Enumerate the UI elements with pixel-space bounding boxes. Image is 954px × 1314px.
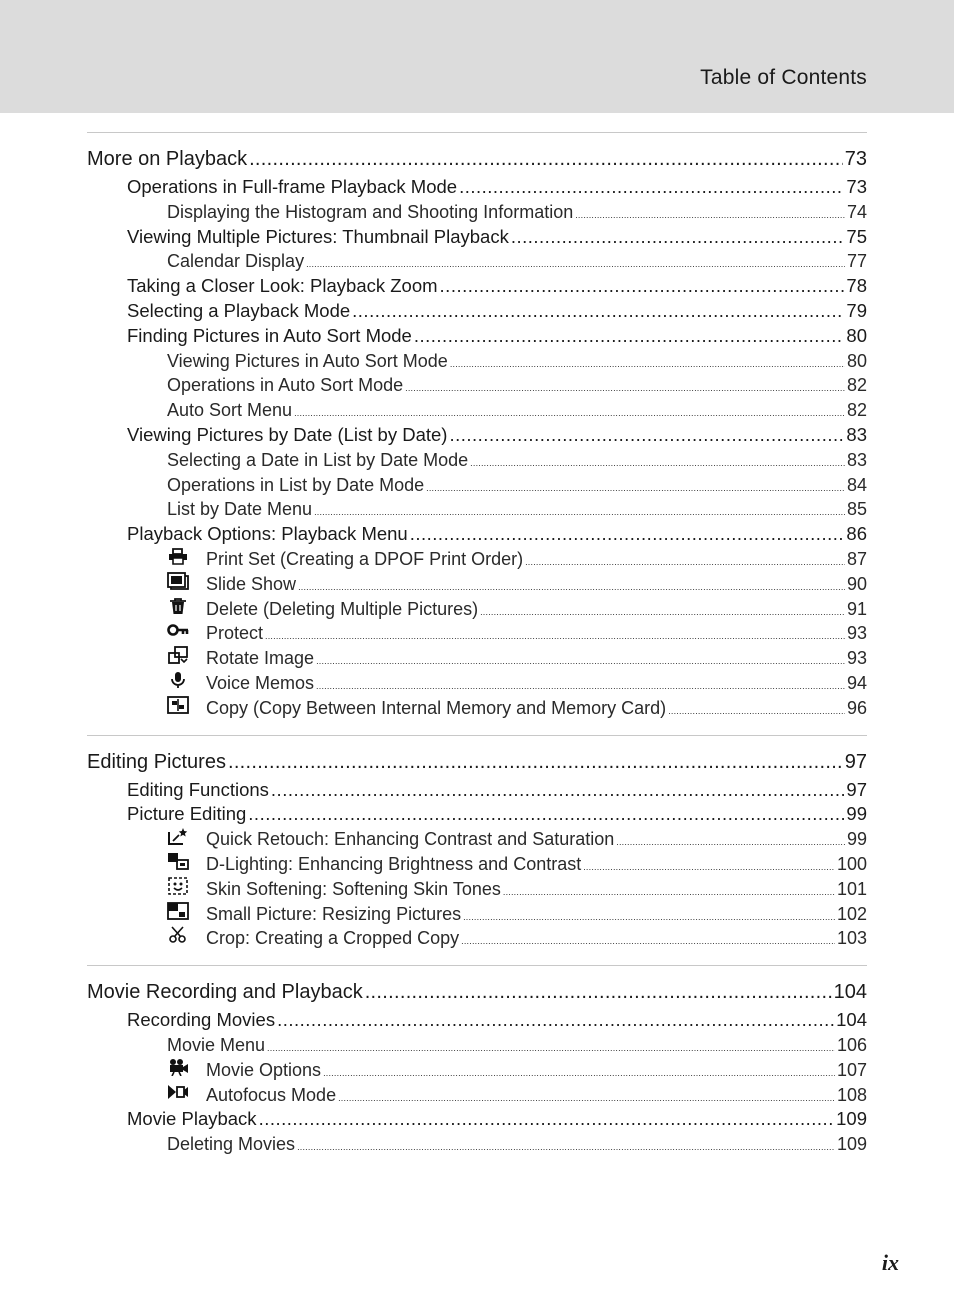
table-of-contents <box>87 132 867 1171</box>
toc-entry-page: 80 <box>846 324 867 346</box>
toc-chapter-entry[interactable] <box>87 976 867 1008</box>
toc-entry-page: 73 <box>844 148 867 170</box>
toc-entry-page: 96 <box>846 697 867 718</box>
toc-entry[interactable] <box>87 200 867 225</box>
slide-show-icon <box>167 572 189 590</box>
toc-entry-page: 84 <box>846 474 867 495</box>
small-picture-icon <box>167 902 189 920</box>
dot-leader <box>338 1083 835 1111</box>
dot-leader <box>249 143 843 175</box>
toc-entry[interactable] <box>87 1132 867 1157</box>
toc-entry[interactable] <box>87 572 867 597</box>
toc-entry-page: 75 <box>846 225 867 247</box>
dot-leader <box>323 1058 835 1086</box>
dot-leader <box>616 827 845 855</box>
toc-entry-page: 109 <box>836 1134 867 1155</box>
toc-entry-label: Viewing Pictures in Auto Sort Mode <box>167 350 448 371</box>
toc-entry-page: 106 <box>836 1034 867 1055</box>
toc-entry-page: 93 <box>846 648 867 669</box>
toc-entry-label: Selecting a Date in List by Date Mode <box>167 449 469 470</box>
toc-entry-label: Finding Pictures in Auto Sort Mode <box>127 324 412 346</box>
quick-retouch-icon <box>167 827 189 845</box>
dot-leader <box>265 621 845 649</box>
toc-entry-label: Taking a Closer Look: Playback Zoom <box>127 275 438 297</box>
toc-entry[interactable] <box>87 497 867 522</box>
toc-entry-label: List by Date Menu <box>167 499 313 520</box>
toc-entry-page: 80 <box>846 350 867 371</box>
dot-leader <box>248 802 844 827</box>
toc-entry[interactable] <box>87 926 867 951</box>
toc-entry-label: Operations in List by Date Mode <box>167 474 425 495</box>
toc-entry-label: Slide Show <box>206 573 297 594</box>
page-header-title: Table of Contents <box>700 66 867 89</box>
dot-leader <box>450 349 845 377</box>
toc-entry-page: 90 <box>846 573 867 594</box>
toc-entry-label: Deleting Movies <box>167 1134 296 1155</box>
header-band <box>0 0 954 113</box>
toc-entry[interactable] <box>87 877 867 902</box>
toc-entry[interactable] <box>87 448 867 473</box>
toc-entry-page: 99 <box>846 803 867 825</box>
dot-leader <box>277 1008 834 1033</box>
toc-entry-label: Viewing Multiple Pictures: Thumbnail Playback <box>127 225 509 247</box>
toc-entry[interactable] <box>87 299 867 324</box>
toc-entry-label: Recording Movies <box>127 1009 276 1031</box>
autofocus-mode-icon <box>167 1083 189 1101</box>
toc-entry-page: 82 <box>846 400 867 421</box>
toc-entry[interactable] <box>87 902 867 927</box>
toc-entry-label: Editing Pictures <box>87 750 226 773</box>
toc-entry-page: 99 <box>846 829 867 850</box>
toc-entry-label: Movie Options <box>206 1059 322 1080</box>
delete-icon <box>167 597 189 615</box>
toc-entry[interactable] <box>87 175 867 200</box>
toc-entry-label: Picture Editing <box>127 803 247 825</box>
toc-entry[interactable] <box>87 398 867 423</box>
toc-section <box>87 965 867 1171</box>
toc-entry-page: 97 <box>846 778 867 800</box>
toc-entry-label: Displaying the Histogram and Shooting Information <box>167 201 574 222</box>
print-set-icon <box>167 547 189 565</box>
dot-leader <box>316 671 845 699</box>
toc-entry-page: 83 <box>846 449 867 470</box>
dot-leader <box>228 746 843 778</box>
toc-entry[interactable] <box>87 827 867 852</box>
toc-entry-label: Playback Options: Playback Menu <box>127 523 408 545</box>
toc-chapter-entry[interactable] <box>87 746 867 778</box>
toc-entry[interactable] <box>87 522 867 547</box>
toc-entry[interactable] <box>87 1008 867 1033</box>
toc-entry-page: 78 <box>846 275 867 297</box>
toc-entry[interactable] <box>87 1107 867 1132</box>
toc-entry[interactable] <box>87 778 867 803</box>
dot-leader <box>470 448 845 476</box>
dot-leader <box>316 646 845 674</box>
toc-entry-label: Print Set (Creating a DPOF Print Order) <box>206 548 524 569</box>
toc-entry-page: 93 <box>846 623 867 644</box>
dot-leader <box>459 175 844 200</box>
toc-entry-page: 107 <box>836 1059 867 1080</box>
crop-scissors-icon <box>167 926 189 944</box>
dot-leader <box>449 423 844 448</box>
dot-leader <box>306 249 845 277</box>
toc-entry-page: 109 <box>836 1108 867 1130</box>
toc-entry-page: 79 <box>846 299 867 321</box>
toc-entry-page: 73 <box>846 176 867 197</box>
toc-entry-page: 74 <box>846 201 867 222</box>
toc-entry[interactable] <box>87 802 867 827</box>
dot-leader <box>461 926 835 954</box>
toc-entry-label: Protect <box>206 623 264 644</box>
toc-entry-label: Skin Softening: Softening Skin Tones <box>206 878 501 899</box>
dot-leader <box>405 373 845 401</box>
toc-entry-page: 82 <box>846 375 867 396</box>
toc-entry[interactable] <box>87 696 867 721</box>
dot-leader <box>668 696 845 724</box>
toc-entry[interactable] <box>87 423 867 448</box>
dot-leader <box>259 1107 835 1132</box>
dot-leader <box>365 976 832 1008</box>
toc-entry[interactable] <box>87 373 867 398</box>
d-lighting-icon <box>167 852 189 870</box>
toc-entry[interactable] <box>87 671 867 696</box>
toc-entry-label: Auto Sort Menu <box>167 400 293 421</box>
dot-leader <box>271 778 845 803</box>
dot-leader <box>352 299 844 324</box>
toc-entry[interactable] <box>87 324 867 349</box>
toc-entry-label: Crop: Creating a Cropped Copy <box>206 928 460 949</box>
toc-entry-label: Small Picture: Resizing Pictures <box>206 903 462 924</box>
toc-entry-label: Autofocus Mode <box>206 1084 337 1105</box>
toc-entry-label: Editing Functions <box>127 778 269 800</box>
movie-options-icon <box>167 1058 189 1076</box>
dot-leader <box>575 200 845 228</box>
rotate-image-icon <box>167 646 189 664</box>
skin-softening-icon <box>167 877 189 895</box>
toc-entry-label: More on Playback <box>87 148 248 170</box>
toc-entry-page: 86 <box>846 523 867 545</box>
toc-entry[interactable] <box>87 349 867 374</box>
toc-entry-page: 101 <box>836 878 867 899</box>
toc-entry[interactable] <box>87 225 867 250</box>
dot-leader <box>480 597 845 625</box>
toc-entry[interactable] <box>87 1083 867 1108</box>
dot-leader <box>267 1033 835 1061</box>
page-number: ix <box>881 1250 899 1275</box>
toc-entry[interactable] <box>87 597 867 622</box>
toc-entry-label: Movie Playback <box>127 1108 257 1130</box>
toc-entry-page: 83 <box>846 423 867 445</box>
toc-entry-label: Calendar Display <box>167 251 305 272</box>
dot-leader <box>294 398 845 426</box>
toc-entry-label: Selecting a Playback Mode <box>127 299 351 321</box>
toc-entry-label: Copy (Copy Between Internal Memory and Memory Card) <box>206 697 667 718</box>
toc-entry-label: Rotate Image <box>206 648 315 669</box>
toc-entry[interactable] <box>87 852 867 877</box>
toc-entry-label: Operations in Auto Sort Mode <box>167 375 404 396</box>
toc-entry-page: 103 <box>836 928 867 949</box>
toc-entry-label: Movie Menu <box>167 1034 266 1055</box>
toc-entry-page: 102 <box>836 903 867 924</box>
toc-entry-label: D-Lighting: Enhancing Brightness and Contrast <box>206 853 582 874</box>
dot-leader <box>297 1132 835 1160</box>
voice-memo-icon <box>167 671 189 689</box>
dot-leader <box>414 324 845 349</box>
dot-leader <box>583 852 835 880</box>
dot-leader <box>525 547 845 575</box>
toc-entry[interactable] <box>87 1058 867 1083</box>
toc-entry[interactable] <box>87 1033 867 1058</box>
toc-entry-page: 91 <box>846 598 867 619</box>
toc-section <box>87 132 867 735</box>
toc-entry-page: 100 <box>836 853 867 874</box>
dot-leader <box>410 522 845 547</box>
toc-entry-page: 85 <box>846 499 867 520</box>
toc-entry[interactable] <box>87 249 867 274</box>
toc-entry-page: 97 <box>844 750 867 773</box>
toc-entry[interactable] <box>87 473 867 498</box>
toc-entry-label: Operations in Full-frame Playback Mode <box>127 176 458 197</box>
dot-leader <box>314 497 845 525</box>
toc-entry[interactable] <box>87 274 867 299</box>
copy-icon <box>167 696 189 714</box>
toc-entry-label: Movie Recording and Playback <box>87 981 363 1004</box>
toc-entry-label: Viewing Pictures by Date (List by Date) <box>127 423 448 445</box>
toc-entry-label: Quick Retouch: Enhancing Contrast and Saturation <box>206 829 615 850</box>
toc-entry-page: 87 <box>846 548 867 569</box>
toc-entry-page: 104 <box>836 1009 867 1031</box>
dot-leader <box>511 225 845 250</box>
toc-section <box>87 735 867 966</box>
toc-entry-page: 108 <box>836 1084 867 1105</box>
dot-leader <box>298 572 845 600</box>
toc-entry-label: Voice Memos <box>206 672 315 693</box>
toc-entry[interactable] <box>87 621 867 646</box>
toc-entry-label: Delete (Deleting Multiple Pictures) <box>206 598 479 619</box>
toc-entry[interactable] <box>87 646 867 671</box>
dot-leader <box>503 877 835 905</box>
toc-entry-page: 104 <box>833 981 867 1004</box>
toc-entry[interactable] <box>87 547 867 572</box>
toc-entry-page: 94 <box>846 672 867 693</box>
dot-leader <box>463 902 835 930</box>
toc-entry-page: 77 <box>846 251 867 272</box>
protect-key-icon <box>167 621 189 639</box>
toc-chapter-entry[interactable] <box>87 143 867 175</box>
dot-leader <box>440 274 845 299</box>
dot-leader <box>426 473 845 501</box>
